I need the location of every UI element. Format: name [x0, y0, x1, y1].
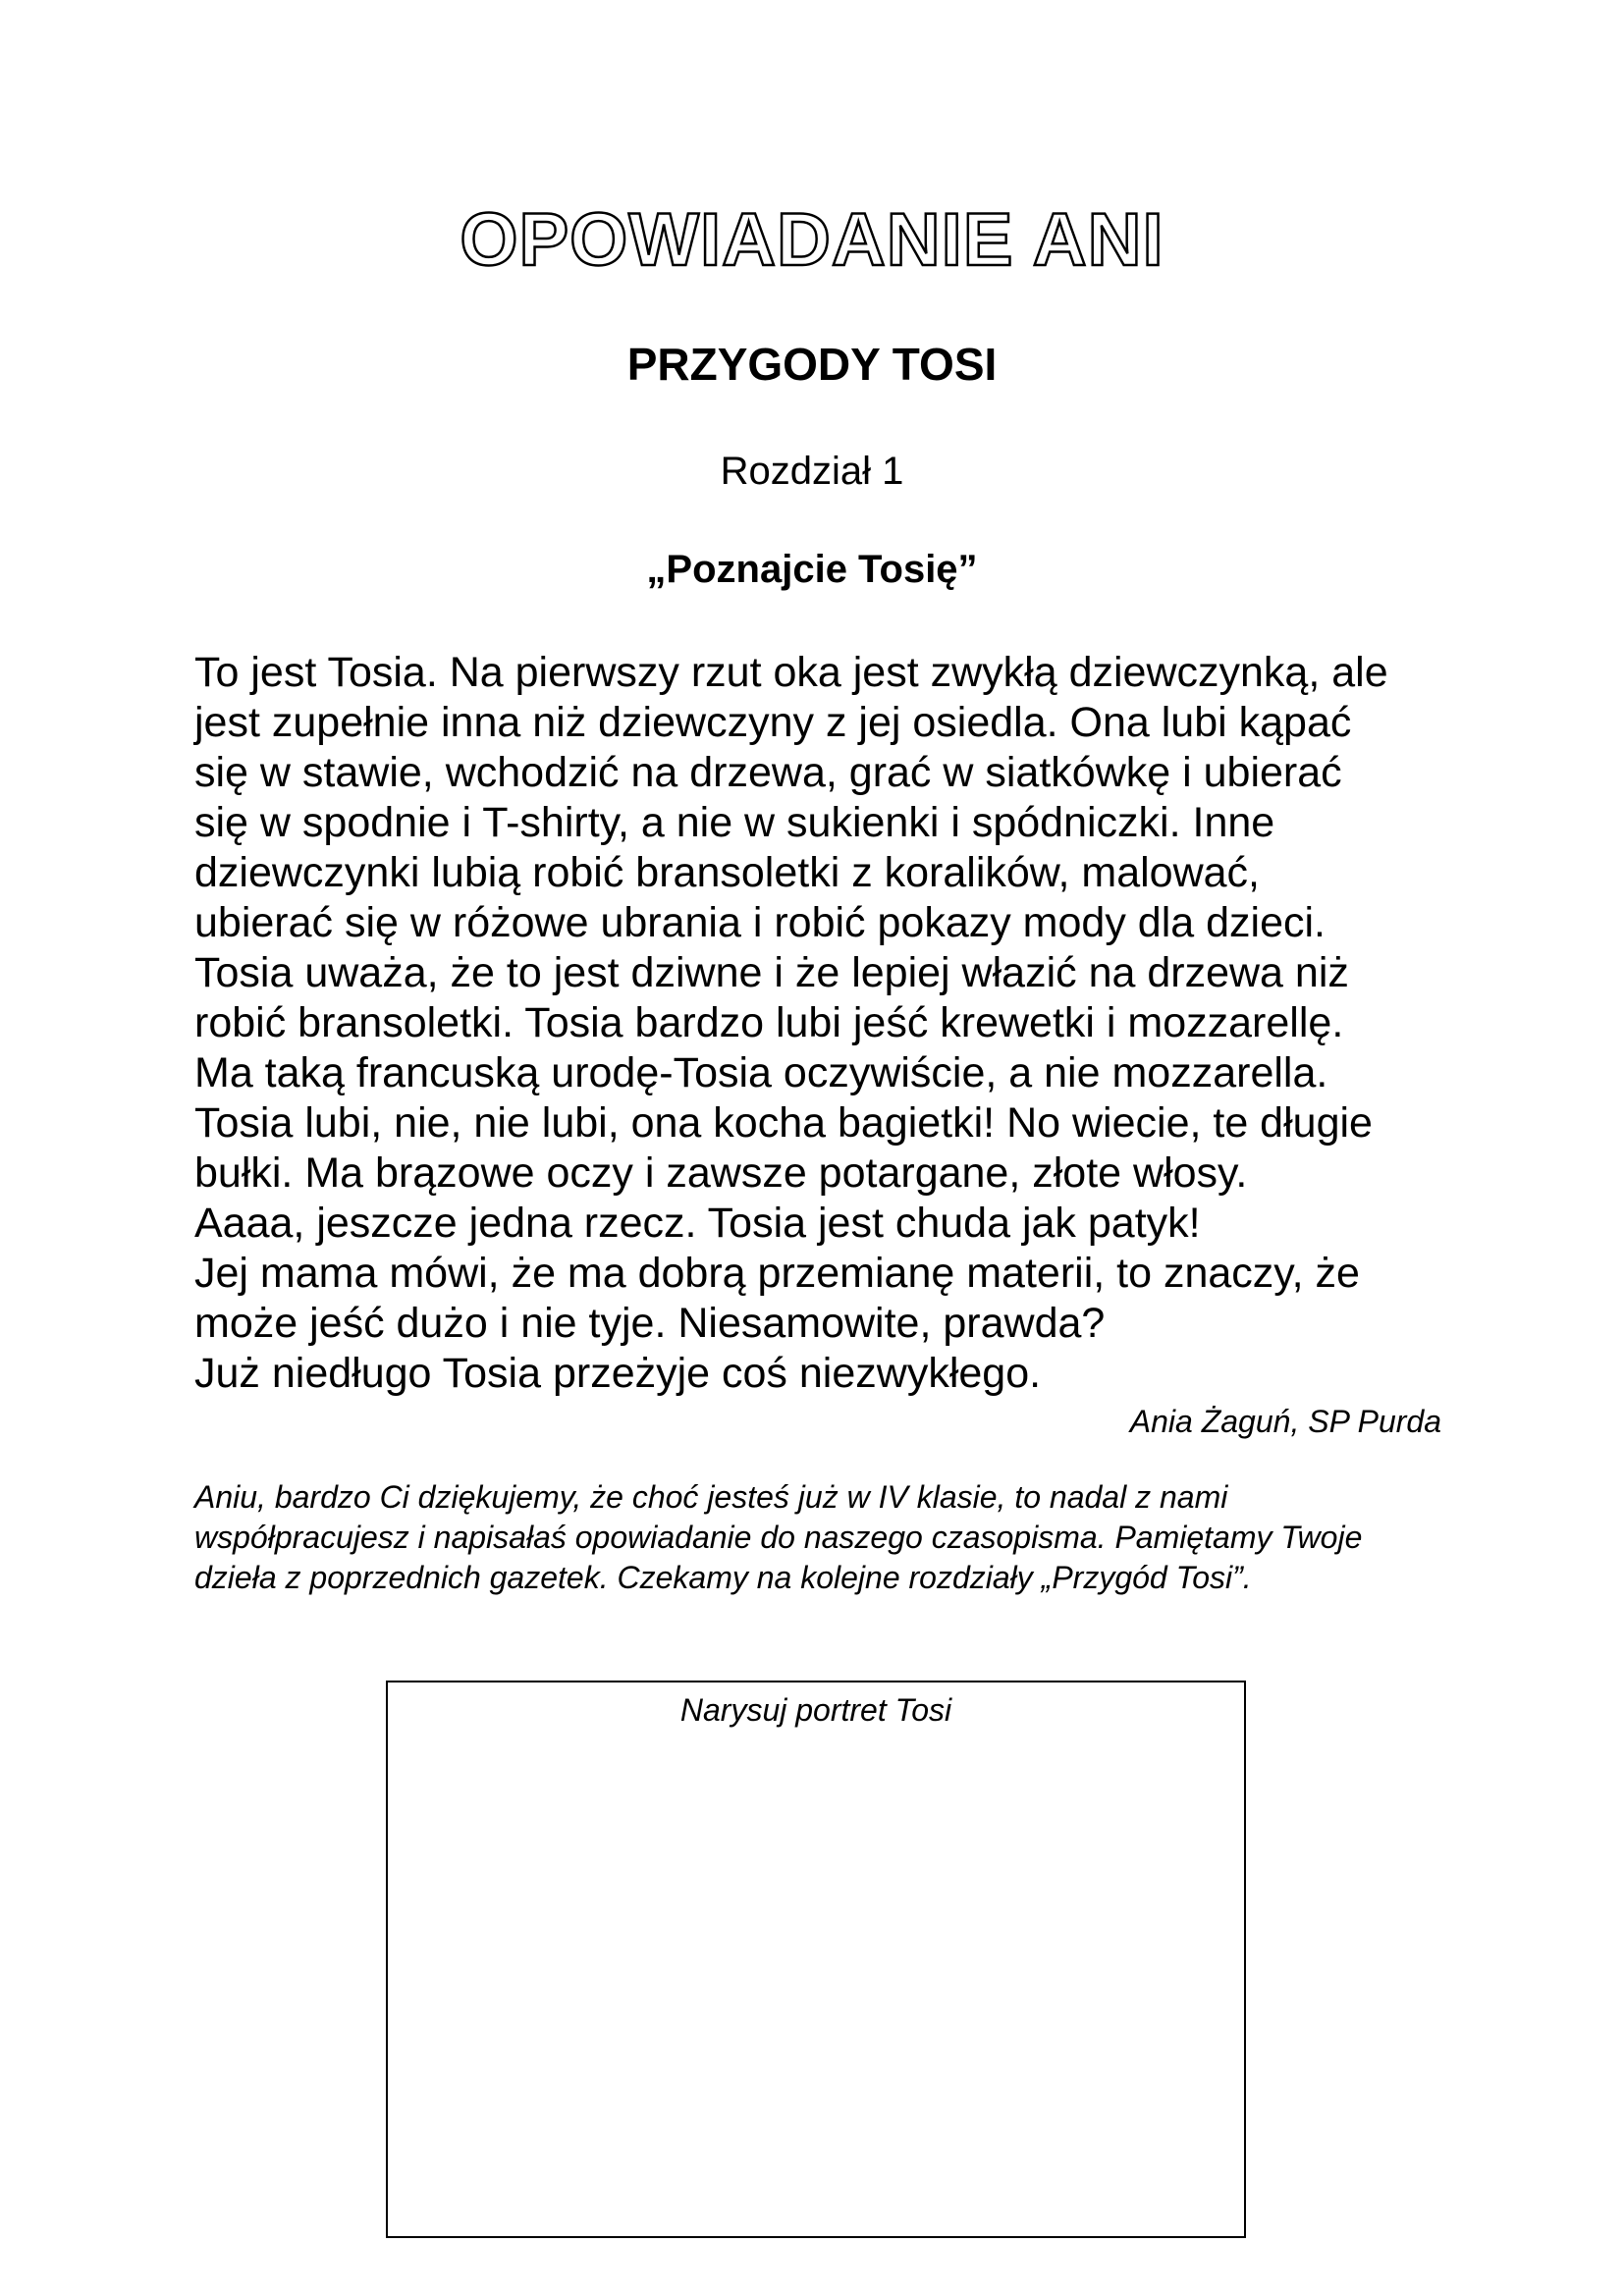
- editor-note-line: współpracujesz i napisałaś opowiadanie do naszego czasopisma. Pamiętamy Twoje: [194, 1520, 1363, 1555]
- story-line: To jest Tosia. Na pierwszy rzut oka jest zwykłą dziewczynką, ale: [194, 649, 1388, 696]
- story-line: dziewczynki lubią robić bransoletki z koralików, malować,: [194, 849, 1260, 896]
- story-line: Tosia uważa, że to jest dziwne i że lepiej włazić na drzewa niż: [194, 949, 1349, 996]
- section-title: OPOWIADANIE ANI: [460, 198, 1164, 282]
- story-line: może jeść dużo i nie tyje. Niesamowite, prawda?: [194, 1300, 1106, 1347]
- story-line: Już niedługo Tosia przeżyje coś niezwykłego.: [194, 1350, 1042, 1397]
- story-line: Tosia lubi, nie, nie lubi, ona kocha bagietki! No wiecie, te długie: [194, 1099, 1373, 1147]
- story-line: Aaaa, jeszcze jedna rzecz. Tosia jest chuda jak patyk!: [194, 1200, 1201, 1247]
- story-title: PRZYGODY TOSI: [626, 339, 998, 390]
- portrait-drawing-box: [386, 1681, 1246, 2238]
- editor-note: [194, 1477, 1471, 1598]
- editor-note-line: Aniu, bardzo Ci dziękujemy, że choć jesteś już w IV klasie, to nadal z nami: [194, 1479, 1228, 1515]
- author-signature: Ania Żaguń, SP Purda: [1129, 1404, 1441, 1439]
- story-line: ubierać się w różowe ubrania i robić pokazy mody dla dzieci.: [194, 899, 1326, 946]
- story-line: bułki. Ma brązowe oczy i zawsze potargane, złote włosy.: [194, 1149, 1248, 1197]
- editor-note-line: dzieła z poprzednich gazetek. Czekamy na kolejne rozdziały „Przygód Tosi”.: [194, 1560, 1252, 1595]
- chapter-label: Rozdział 1: [720, 450, 904, 493]
- story-line: Jej mama mówi, że ma dobrą przemianę materii, to znaczy, że: [194, 1250, 1360, 1297]
- chapter-title: „Poznajcie Tosię”: [646, 548, 978, 591]
- story-line: robić bransoletki. Tosia bardzo lubi jeść krewetki i mozzarellę.: [194, 999, 1344, 1046]
- story-line: Ma taką francuską urodę-Tosia oczywiście, a nie mozzarella.: [194, 1049, 1328, 1096]
- story-line: się w stawie, wchodzić na drzewa, grać w siatkówkę i ubierać: [194, 749, 1342, 796]
- story-line: się w spodnie i T-shirty, a nie w sukienki i spódniczki. Inne: [194, 799, 1275, 846]
- drawing-box-label: Narysuj portret Tosi: [679, 1692, 952, 1728]
- story-body: [194, 648, 1471, 1399]
- story-line: jest zupełnie inna niż dziewczyny z jej osiedla. Ona lubi kąpać: [194, 699, 1352, 746]
